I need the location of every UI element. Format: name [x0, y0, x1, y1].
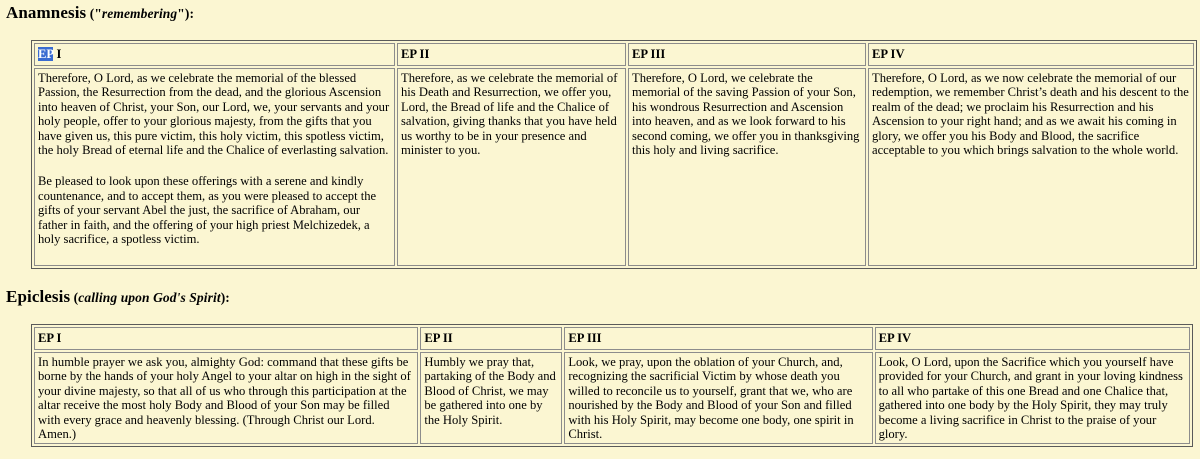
anamnesis-cell-ep2: Therefore, as we celebrate the memorial of his Death and Resurrection, we offer you, Lord, the Bread of life and the Chalice of salvation, giving thanks that you have held us worthy to be in your presence and minister to you.	[397, 68, 626, 266]
anamnesis-header-ep1: EP I	[34, 43, 395, 66]
anamnesis-ep1-paragraph-2: Be pleased to look upon these offerings with a serene and kindly countenance, and to accept them, as you were pleased to accept the gifts of your servant Abel the just, the sacrifice of Abraham, our father in faith, and the offering of your high priest Melchizedek, a holy sacrifice, a spotless victim.	[38, 174, 377, 247]
epiclesis-header-ep1: EP I	[34, 327, 418, 350]
epiclesis-subtitle-close: ):	[220, 290, 230, 305]
epiclesis-cell-ep2: Humbly we pray that, partaking of the Body and Blood of Christ, we may be gathered into one by the Holy Spirit.	[420, 352, 562, 444]
epiclesis-title: Epiclesis	[6, 287, 71, 306]
epiclesis-cell-ep4: Look, O Lord, upon the Sacrifice which you yourself have provided for your Church, and grant in your loving kindness to all who partake of this one Bread and one Chalice that, gathered into one body by the Holy Spirit, they may truly become a living sacrifice in Christ to the praise of your glory.	[875, 352, 1190, 444]
epiclesis-subtitle: calling upon God's Spirit	[78, 290, 221, 305]
table-row	[34, 68, 1194, 266]
epiclesis-header-ep4: EP IV	[875, 327, 1190, 350]
anamnesis-ep1-paragraph-1: Therefore, O Lord, as we celebrate the memorial of the blessed Passion, the Resurrection from the dead, and the glorious Ascension into heaven of Christ, your Son, our Lord, we, your servants and your holy people, offer to your glorious majesty, from the gifts that you have given us, this pure victim, this holy victim, this spotless victim, the holy Bread of eternal life and the Chalice of everlasting salvation.	[38, 71, 390, 158]
table-header-row	[34, 43, 1194, 66]
selected-text[interactable]: EP	[38, 47, 54, 61]
epiclesis-heading	[6, 287, 230, 307]
anamnesis-subtitle-close: "):	[177, 6, 195, 21]
anamnesis-table	[31, 40, 1197, 269]
table-row	[34, 352, 1190, 444]
anamnesis-cell-ep3: Therefore, O Lord, we celebrate the memorial of the saving Passion of your Son, his wondrous Resurrection and Ascension into heaven, and as we look forward to his second coming, we offer you in thanksgiving this holy and living sacrifice.	[628, 68, 866, 266]
anamnesis-subtitle: remembering	[101, 6, 178, 21]
epiclesis-header-ep3: EP III	[564, 327, 872, 350]
anamnesis-subtitle-open: ("	[86, 6, 102, 21]
anamnesis-heading	[6, 3, 194, 23]
anamnesis-cell-ep4: Therefore, O Lord, as we now celebrate the memorial of our redemption, we remember Christ’s death and his descent to the realm of the dead; we proclaim his Resurrection and his Ascension to your right hand; and as we await his coming in glory, we offer you his Body and Blood, the sacrifice acceptable to you which brings salvation to the whole world.	[868, 68, 1194, 266]
table-header-row	[34, 327, 1190, 350]
anamnesis-header-ep3: EP III	[628, 43, 866, 66]
epiclesis-cell-ep3: Look, we pray, upon the oblation of your Church, and, recognizing the sacrificial Victim by whose death you willed to reconcile us to yourself, grant that we, who are nourished by the Body and Blood of your Son and filled with his Holy Spirit, may become one body, one spirit in Christ.	[564, 352, 872, 444]
anamnesis-cell-ep1	[34, 68, 395, 266]
epiclesis-cell-ep1: In humble prayer we ask you, almighty God: command that these gifts be borne by the hands of your holy Angel to your altar on high in the sight of your divine majesty, so that all of us who through this participation at the altar receive the most holy Body and Blood of your Son may be filled with every grace and heavenly blessing. (Through Christ our Lord. Amen.)	[34, 352, 418, 444]
epiclesis-header-ep2: EP II	[420, 327, 562, 350]
epiclesis-subtitle-open: (	[70, 290, 79, 305]
anamnesis-title: Anamnesis	[6, 3, 87, 22]
anamnesis-header-ep4: EP IV	[868, 43, 1194, 66]
epiclesis-table	[31, 324, 1193, 447]
anamnesis-header-ep2: EP II	[397, 43, 626, 66]
